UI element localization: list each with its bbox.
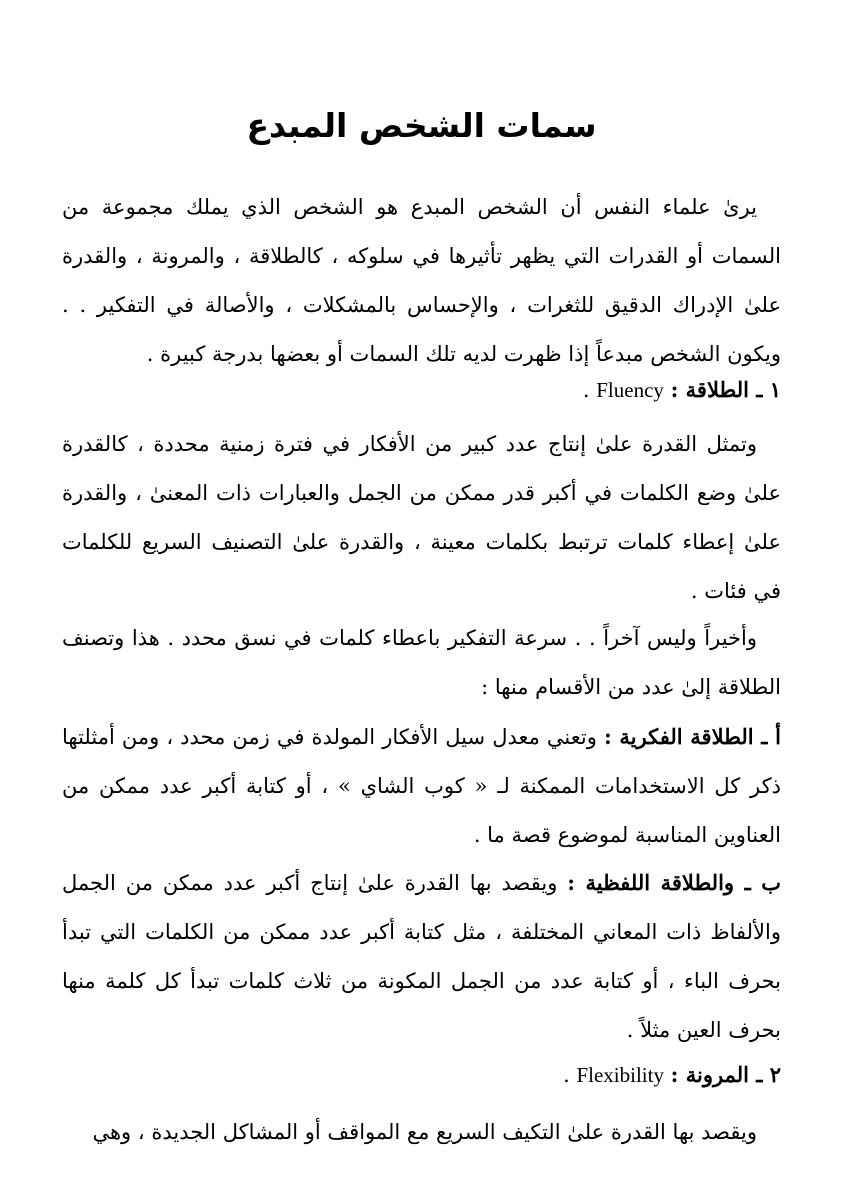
intro-paragraph: يرىٰ علماء النفس أن الشخص المبدع هو الشخص الذي يملك مجموعة من السمات أو القدرات التي يظهر تأثيرها في سلوكه ، كالطلاقة ، والمرونة ، والقدرة علىٰ الإدراك الدقيق للثغرات ، والإحساس بالمشكلات ، والأصالة في التفكير . . ويكون الشخص مبدعاً إذا ظهرت لديه تلك السمات أو بعضها بدرجة كبيرة .	[62, 195, 781, 366]
item-b-label: ب ـ والطلاقة اللفظية :	[567, 870, 781, 895]
section-end-fluency: .	[582, 378, 590, 402]
document-page	[62, 0, 781, 1200]
section-english-flexibility: Flexibility	[576, 1063, 664, 1087]
item-b-paragraph	[62, 858, 781, 1055]
section-heading-flexibility	[62, 1055, 781, 1095]
section-end-flexibility: .	[563, 1063, 570, 1087]
fluency-definition-paragraph: وتمثل القدرة علىٰ إنتاج عدد كبير من الأفكار في فترة زمنية محددة ، كالقدرة علىٰ وضع الكلمات في أكبر قدر ممكن من الجمل والعبارات ذات المعنىٰ ، والقدرة علىٰ إعطاء كلمات ترتبط بكلمات معينة ، والقدرة علىٰ التصنيف السريع للكلمات في فئات .	[62, 432, 781, 603]
item-a-label: أ ـ الطلاقة الفكرية :	[603, 724, 781, 749]
item-b-text: ويقصد بها القدرة علىٰ إنتاج أكبر عدد ممكن من الجمل والألفاظ ذات المعاني المختلفة ، مثل كتابة أكبر عدد ممكن من الكلمات التي تبدأ بحرف الباء ، أو كتابة عدد من الجمل المكونة من ثلاث كلمات تبدأ كل كلمة منها بحرف العين مثلاً .	[62, 871, 781, 1042]
flexibility-definition-paragraph: ويقصد بها القدرة علىٰ التكيف السريع مع المواقف أو المشاكل الجديدة ، وهي	[92, 1120, 757, 1144]
item-a-text: وتعني معدل سيل الأفكار المولدة في زمن محدد ، ومن أمثلتها ذكر كل الاستخدامات الممكنة لـ « كوب الشاي » ، أو كتابة أكبر عدد ممكن من العناوين المناسبة لموضوع قصة ما .	[62, 725, 781, 847]
item-a-paragraph	[62, 712, 781, 860]
section-label-flexibility: ٢ ـ المرونة :	[670, 1062, 781, 1087]
fluency-last-paragraph: وأخيراً وليس آخراً . . سرعة التفكير باعطاء كلمات في نسق محدد . هذا وتصنف الطلاقة إلىٰ عدد من الأقسام منها :	[62, 626, 781, 699]
section-english-fluency: Fluency	[596, 378, 664, 402]
section-label-fluency: ١ ـ الطلاقة :	[670, 377, 781, 402]
page-title: سمات الشخص المبدع	[246, 106, 597, 145]
section-heading-fluency	[62, 370, 781, 410]
